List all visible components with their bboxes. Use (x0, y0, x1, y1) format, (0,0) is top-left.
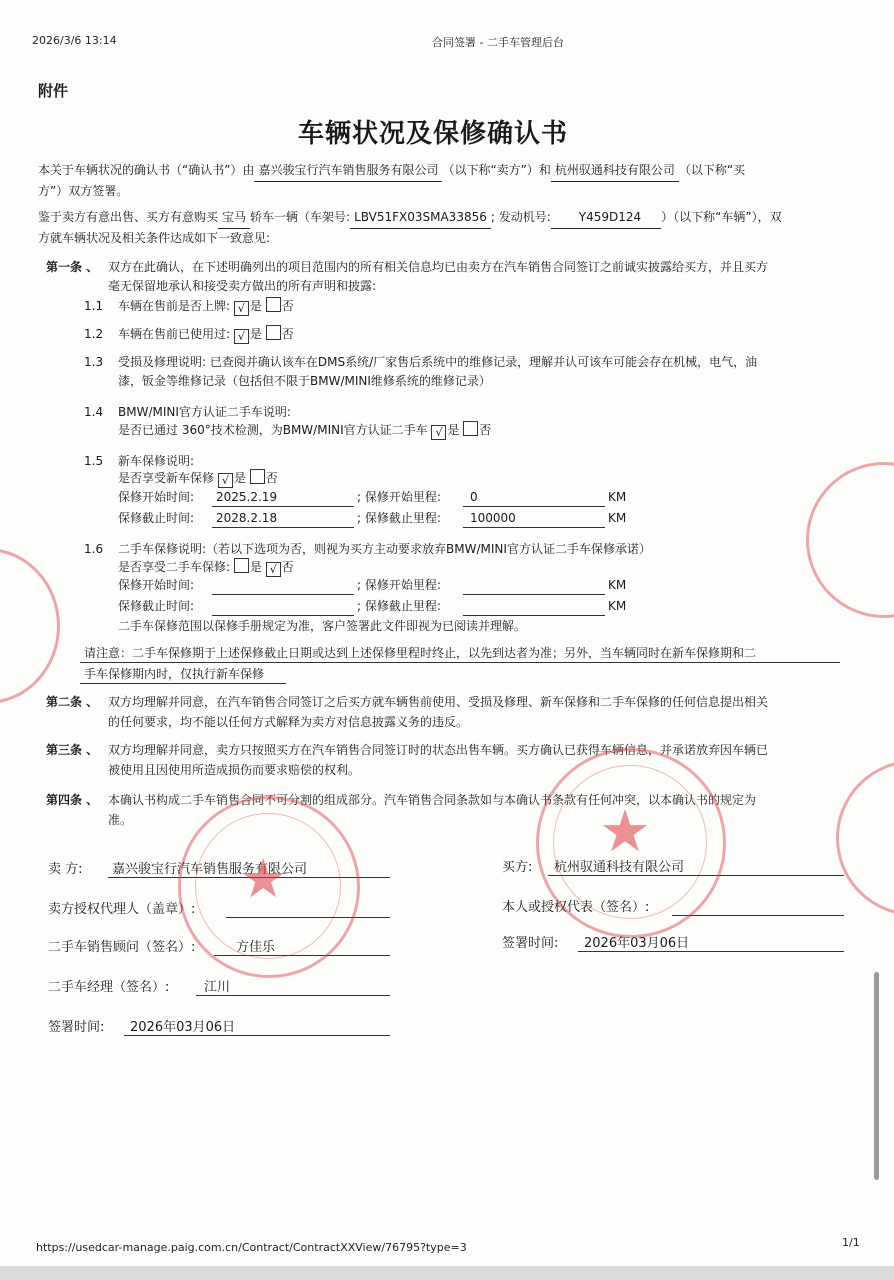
yes-label: 是 (249, 560, 262, 574)
yes-label: 是 (233, 471, 246, 485)
article-2-label: 第二条 、 (46, 695, 99, 709)
item-1-3-line-2: 漆，钣金等维修记录（包括但不限于BMW/MINI维修系统的维修记录） (118, 374, 491, 388)
yes-label: 是 (447, 423, 460, 437)
intro-line-1 (38, 160, 745, 182)
vin-field: LBV51FX03SMA33856 (350, 207, 491, 229)
sales-consultant-label: 二手车销售顾问（签名）: (48, 940, 196, 955)
seal-star-icon: ★ (239, 847, 288, 910)
checkbox-checked: √ (431, 425, 446, 440)
article-4-text: 本确认书构成二手车销售合同不可分割的组成部分。汽车销售合同条款如与本确认书条款有任何冲突，以本确认书的规定为 (108, 793, 757, 807)
new-warranty-start-time: 2025.2.19 (216, 490, 278, 504)
intro-line-4: 方就车辆状况及相关条件达成如下一致意见: (38, 231, 271, 245)
checkbox-checked: √ (266, 562, 281, 577)
used-warranty-start-time-label: 保修开始时间: (118, 578, 195, 592)
new-warranty-end-km: 100000 (470, 511, 516, 525)
item-1-1 (118, 296, 294, 317)
buyer-label: 买方: (502, 860, 533, 875)
article-3-text: 被使用且因使用所造成损伤而要求赔偿的权利。 (108, 763, 361, 777)
checkbox-checked: √ (234, 301, 249, 316)
item-number: 1.5 (84, 454, 104, 468)
print-page-number: 1/1 (842, 1236, 860, 1249)
item-1-5-line-1: 新车保修说明: (118, 454, 195, 468)
notice-underline (80, 683, 286, 684)
no-label: 否 (479, 423, 492, 437)
seller-value: 嘉兴骏宝行汽车销售服务有限公司 (112, 862, 308, 877)
field-underline (124, 1035, 390, 1036)
checkbox-empty (463, 421, 478, 436)
brand-field: 宝马 (218, 207, 250, 229)
item-number: 1.6 (84, 542, 104, 556)
intro-text: ; 发动机号: (490, 210, 551, 224)
article-2-text: 双方均理解并同意，在汽车销售合同签订之后买方就车辆售前使用、受损及修理、新车保修和二手车保修的任何信息提出相关 (108, 695, 769, 709)
notice-line-2: 手车保修期内时，仅执行新车保修 (84, 667, 265, 681)
field-underline (212, 594, 354, 595)
engine-number-field: Y459D124 (551, 207, 661, 229)
buyer-company-seal (536, 748, 726, 938)
intro-text: （以下称“卖方”）和 (442, 163, 551, 177)
used-car-manager-label: 二手车经理（签名）: (48, 980, 170, 995)
used-car-manager-value: 江川 (204, 980, 231, 995)
field-underline (196, 995, 390, 996)
article-1-label: 第一条 、 (46, 260, 99, 274)
km-unit: KM (608, 511, 627, 525)
new-warranty-start-km: 0 (470, 490, 478, 504)
new-warranty-start-km-label: ; 保修开始里程: (357, 490, 441, 504)
intro-text: 本关于车辆状况的确认书（“确认书”）由 (38, 163, 255, 177)
article-1-text: 毫无保留地承认和接受卖方做出的所有声明和披露: (108, 279, 377, 293)
checkbox-empty (266, 297, 281, 312)
new-warranty-end-time-label: 保修截止时间: (118, 511, 195, 525)
notice-line-1: 请注意：二手车保修期于上述保修截止日期或达到上述保修里程时终止，以先到达者为准；另外，当车辆同时在新车保修期和二 (84, 646, 757, 660)
buyer-value: 杭州驭通科技有限公司 (554, 860, 685, 875)
new-warranty-end-time: 2028.2.18 (216, 511, 278, 525)
used-warranty-note: 二手车保修范围以保修手册规定为准，客户签署此文件即视为已阅读并理解。 (118, 619, 527, 633)
no-label: 否 (281, 560, 294, 574)
page-edge-seal (806, 462, 894, 618)
checkbox-checked: √ (218, 473, 233, 488)
item-text: 车辆在售前已使用过: (118, 327, 231, 341)
seller-label: 卖 方: (48, 862, 83, 877)
field-underline (672, 915, 844, 916)
seller-sign-date-label: 签署时间: (48, 1020, 105, 1035)
checkbox-checked: √ (234, 329, 249, 344)
field-underline (212, 506, 354, 507)
intro-text: ）（以下称“车辆”），双 (661, 210, 782, 224)
field-underline (212, 527, 354, 528)
used-warranty-end-time-label: 保修截止时间: (118, 599, 195, 613)
item-1-5-line-2 (118, 468, 278, 489)
new-warranty-start-time-label: 保修开始时间: (118, 490, 195, 504)
checkbox-empty (250, 469, 265, 484)
km-unit: KM (608, 490, 627, 504)
checkbox-empty (266, 325, 281, 340)
item-number: 1.4 (84, 405, 104, 419)
km-unit: KM (608, 599, 627, 613)
article-4-label: 第四条 、 (46, 793, 99, 807)
item-1-6-line-1: 二手车保修说明:（若以下选项为否，则视为买方主动要求放弃BMW/MINI官方认证二手车保修承诺） (118, 542, 651, 556)
item-1-3-line-1: 受损及修理说明: 已查阅并确认该车在DMS系统/厂家售后系统中的维修记录，理解并认可该车可能会存在机械，电气，油 (118, 355, 758, 369)
intro-line-2: 方”）双方签署。 (38, 184, 129, 198)
scrollbar-thumb[interactable] (874, 972, 879, 1180)
item-text: 车辆在售前是否上牌: (118, 299, 231, 313)
bottom-scan-edge (0, 1266, 894, 1280)
no-label: 否 (281, 299, 294, 313)
page-edge-seal (836, 760, 894, 916)
intro-text: 鉴于卖方有意出售、买方有意购买 (38, 210, 219, 224)
yes-label: 是 (249, 327, 262, 341)
field-underline (463, 527, 605, 528)
used-warranty-end-km-label: ; 保修截止里程: (357, 599, 441, 613)
no-label: 否 (265, 471, 278, 485)
item-1-4-line-2 (118, 420, 491, 441)
article-1-text: 双方在此确认，在下述明确列出的项目范围内的所有相关信息均已由卖方在汽车销售合同签订之前诚实披露给买方，并且买方 (108, 260, 769, 274)
item-number: 1.2 (84, 327, 104, 341)
print-page-title: 合同签署 - 二手车管理后台 (432, 36, 564, 49)
seller-sign-date-value: 2026年03月06日 (130, 1020, 236, 1035)
checkbox-empty (234, 558, 249, 573)
page-edge-seal (0, 548, 60, 704)
article-4-text: 准。 (108, 813, 133, 827)
article-3-text: 双方均理解并同意，卖方只按照买方在汽车销售合同签订时的状态出售车辆。买方确认已获得车辆信息，并承诺放弃因车辆已 (108, 743, 769, 757)
used-warranty-start-km-label: ; 保修开始里程: (357, 578, 441, 592)
intro-text: 轿车一辆（车架号: (250, 210, 351, 224)
buyer-name-field: 杭州驭通科技有限公司 (551, 160, 679, 182)
yes-label: 是 (249, 299, 262, 313)
no-label: 否 (281, 327, 294, 341)
field-underline (463, 594, 605, 595)
print-url: https://usedcar-manage.paig.com.cn/Contract/ContractXXView/76795?type=3 (36, 1241, 467, 1254)
item-text: 是否已通过 360°技术检测，为BMW/MINI官方认证二手车 (118, 423, 428, 437)
item-number: 1.1 (84, 299, 104, 313)
document-title: 车辆状况及保修确认书 (298, 119, 569, 149)
item-1-4-line-1: BMW/MINI官方认证二手车说明: (118, 405, 291, 419)
item-number: 1.3 (84, 355, 104, 369)
item-1-2 (118, 324, 294, 345)
buyer-rep-label: 本人或授权代表（签名）: (502, 900, 650, 915)
buyer-sign-date-label: 签署时间: (502, 936, 559, 951)
item-text: 是否享受二手车保修: (118, 560, 231, 574)
field-underline (578, 951, 844, 952)
seller-agent-label: 卖方授权代理人（盖章）: (48, 902, 196, 917)
seal-star-icon: ★ (599, 797, 651, 865)
field-underline (463, 506, 605, 507)
print-datetime: 2026/3/6 13:14 (32, 34, 117, 47)
sales-consultant-value: 方佳乐 (236, 940, 276, 955)
new-warranty-end-km-label: ; 保修截止里程: (357, 511, 441, 525)
buyer-sign-date-value: 2026年03月06日 (584, 936, 690, 951)
seller-name-field: 嘉兴骏宝行汽车销售服务有限公司 (254, 160, 442, 182)
seller-company-seal (178, 796, 360, 978)
attachment-label: 附件 (38, 82, 69, 100)
intro-line-3 (38, 207, 782, 229)
item-text: 是否享受新车保修 (118, 471, 215, 485)
article-2-text: 的任何要求，均不能以任何方式解释为卖方对信息披露义务的违反。 (108, 715, 469, 729)
article-3-label: 第三条 、 (46, 743, 99, 757)
intro-text: （以下称“买 (678, 163, 746, 177)
km-unit: KM (608, 578, 627, 592)
notice-underline (80, 662, 840, 663)
